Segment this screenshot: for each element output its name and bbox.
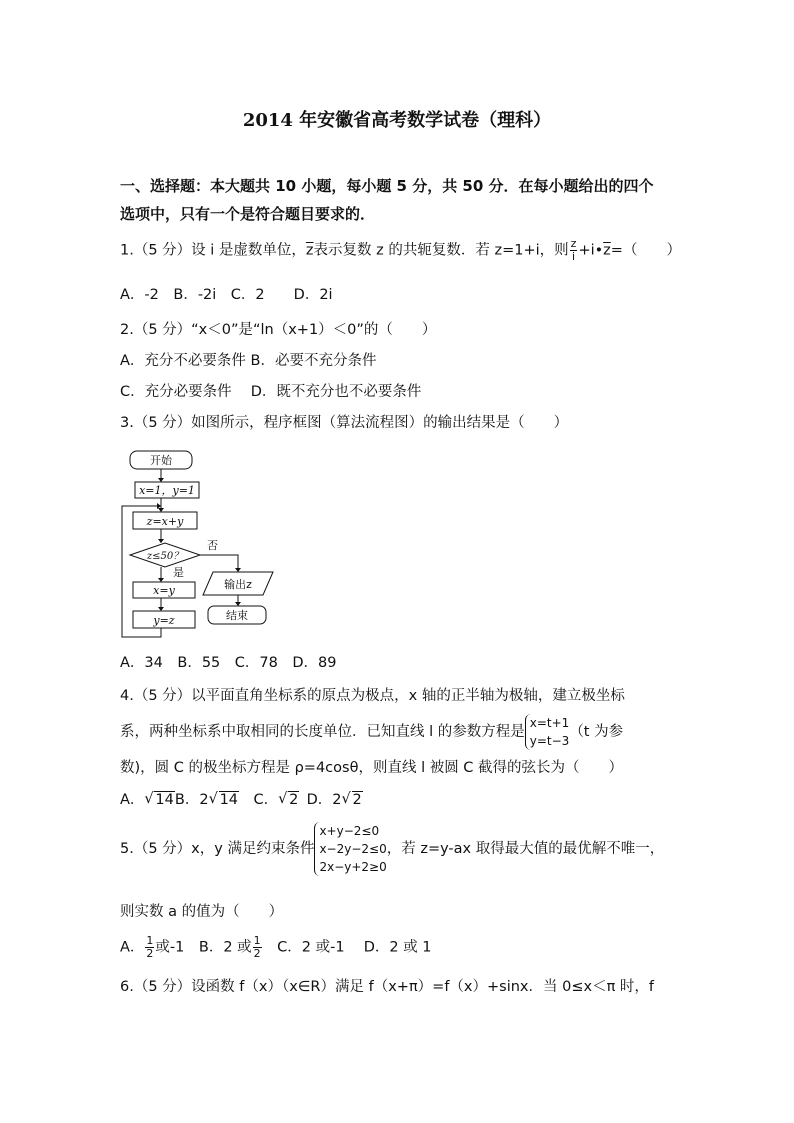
flow-out-label: 输出z xyxy=(224,578,252,591)
flow-no-label: 否 xyxy=(207,539,218,552)
section-heading-cont: 选项中，只有一个是符合题目要求的． xyxy=(120,205,376,223)
q1-post2: =（ ） xyxy=(610,242,681,259)
q1-stem xyxy=(120,238,681,263)
q2-stem: 2.（5 分）“x＜0”是“ln（x+1）＜0”的（ ） xyxy=(120,322,437,338)
q6-stem: 6.（5 分）设函数 f（x）（x∈R）满足 f（x+π）=f（x）+sinx．当 0≤x＜π 时，f xyxy=(120,979,655,995)
q1-pre: 1.（5 分）设 i 是虚数单位， xyxy=(120,242,306,259)
flow-start-label: 开始 xyxy=(150,454,172,467)
q2-options-1: A．充分不必要条件 B．必要不充分条件 xyxy=(120,353,377,369)
q4-line3: 数)，圆 C 的极坐标方程是 ρ=4cosθ，则直线 l 被圆 C 截得的弦长为（ ） xyxy=(120,760,624,776)
q5-options: A． $\frac{1}{2}$ 或-1 B．2 或 $\frac{1}{2}$ C．2 或-1 D．2 或 1 xyxy=(120,934,432,960)
flow-yes-label: 是 xyxy=(173,566,184,579)
q4-line2-a: 系，两种坐标系中取相同的长度单位．已知直线 l 的参数方程是 xyxy=(120,724,525,740)
q5-line2: 则实数 a 的值为（ ） xyxy=(120,904,284,920)
flow-init-label: x=1，y=1 xyxy=(139,484,195,497)
q5-pre: 5.（5 分）x，y 满足约束条件 xyxy=(120,841,315,857)
q1-zbar: $\overline{z}$ xyxy=(305,242,314,259)
q4-param-system: x=t+1 y=t−3 xyxy=(525,714,570,750)
q4-options: A． √ 14B．2 √ 14 C． √ 2 D．2 √ 2 xyxy=(120,790,363,810)
q1-post1: +i• xyxy=(578,242,604,259)
flow-end-label: 结束 xyxy=(226,609,248,622)
q4-line2 xyxy=(120,714,623,750)
q4-line1: 4.（5 分）以平面直角坐标系的原点为极点，x 轴的正半轴为极轴，建立极坐标 xyxy=(120,688,625,704)
q1-zbar2: $\overline{z}$ xyxy=(603,242,611,259)
flow-s2-label: y=z xyxy=(153,614,175,627)
q3-options: A．34 B．55 C．78 D．89 xyxy=(120,655,337,671)
q4-line2-b: （t 为参 xyxy=(569,724,624,740)
q1-mid: 表示复数 z 的共轭复数．若 z=1+i，则 xyxy=(313,242,569,259)
q1-options: A．-2 B．-2i C．2 D．2i xyxy=(120,287,333,303)
section-heading: 一、选择题：本大题共 10 小题，每小题 5 分，共 50 分．在每小题给出的四个 xyxy=(120,177,654,195)
q5-stem xyxy=(120,822,664,876)
page-title: 2014 年安徽省高考数学试卷（理科） xyxy=(242,110,552,131)
q1-fraction: $\frac{z}{i}$ xyxy=(570,237,577,263)
flowchart xyxy=(115,445,285,645)
flow-s1-label: x=y xyxy=(153,584,175,597)
q5-constraints: x+y−2≤0 x−2y−2≤0 2x−y+2≥0 xyxy=(314,822,386,876)
q2-options-2: C．充分必要条件 D．既不充分也不必要条件 xyxy=(120,384,422,400)
q3-stem: 3.（5 分）如图所示，程序框图（算法流程图）的输出结果是（ ） xyxy=(120,415,569,431)
q5-post: ，若 z=y-ax 取得最大值的最优解不唯一， xyxy=(386,841,665,857)
flow-cond-label: z≤50？ xyxy=(146,551,184,562)
flow-assign-label: z=x+y xyxy=(146,515,184,528)
